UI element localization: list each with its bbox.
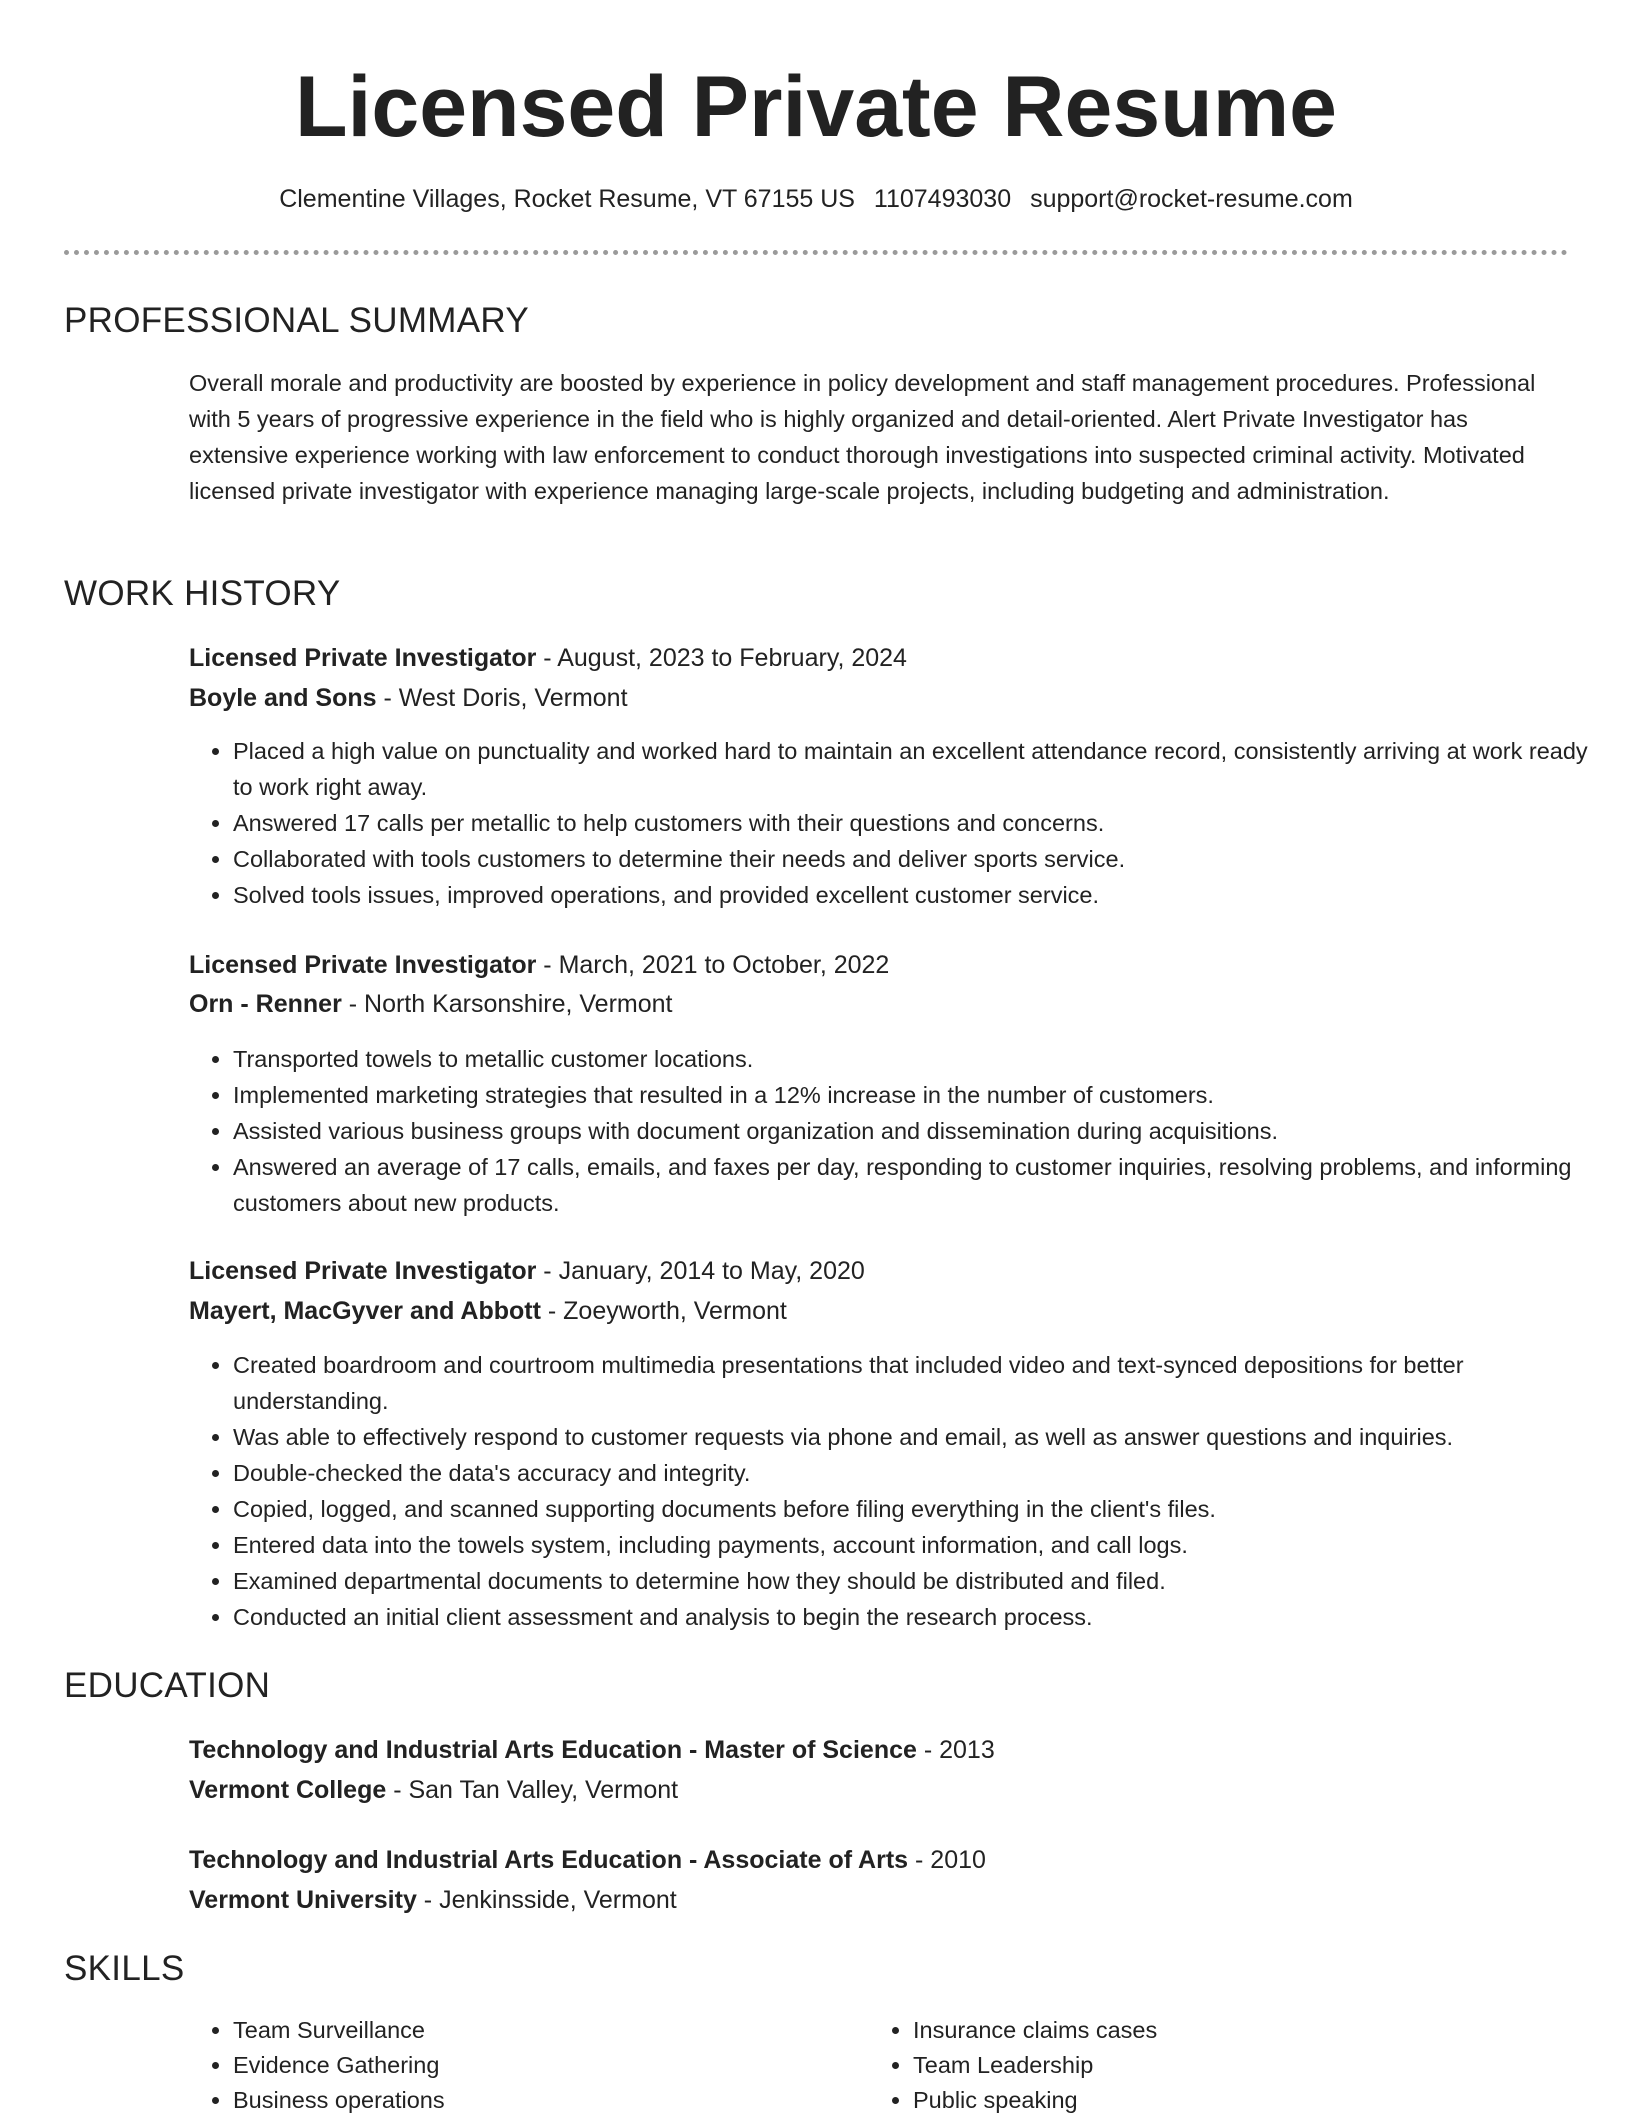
- job-location: - North Karsonshire, Vermont: [341, 990, 673, 1018]
- section-title-skills: SKILLS: [64, 1949, 185, 1988]
- education-degree: Technology and Industrial Arts Education - Associate of Arts: [189, 1846, 909, 1874]
- list-item: • Transported towels to metallic customer locations.: [233, 1041, 1613, 1077]
- section-title-education: EDUCATION: [64, 1666, 271, 1705]
- job-dates: - August, 2023 to February, 2024: [536, 644, 907, 672]
- list-item: • Double-checked the data's accuracy and integrity.: [233, 1455, 1613, 1491]
- education-school-line: [189, 1770, 678, 1810]
- list-item: • Answered an average of 17 calls, emails, and faxes per day, responding to customer inquiries, resolving problems, and informing customers about new products.: [233, 1149, 1613, 1221]
- contact-address: Clementine Villages, Rocket Resume, VT 67155 US: [279, 185, 855, 213]
- job-location: - West Doris, Vermont: [376, 684, 628, 712]
- education-degree-line: [189, 1840, 986, 1880]
- education-year: - 2013: [916, 1736, 995, 1764]
- list-item: • Answered 17 calls per metallic to help customers with their questions and concerns.: [233, 805, 1613, 841]
- list-item: • Was able to effectively respond to customer requests via phone and email, as well as answer questions and inquiries.: [233, 1419, 1613, 1455]
- education-year: - 2010: [908, 1846, 986, 1874]
- list-item: • Business operations: [233, 2083, 873, 2118]
- contact-line: [0, 178, 1632, 220]
- section-title-work-history: WORK HISTORY: [64, 574, 341, 613]
- list-item: • Solved tools issues, improved operations, and provided excellent customer service.: [233, 877, 1613, 913]
- list-item: • Examined departmental documents to determine how they should be distributed and filed.: [233, 1563, 1613, 1599]
- list-item: • Conducted an initial client assessment and analysis to begin the research process.: [233, 1599, 1613, 1635]
- list-item: • Insurance claims cases: [913, 2013, 1553, 2048]
- job-title-line: [189, 1251, 865, 1291]
- list-item: • Copied, logged, and scanned supporting documents before filing everything in the client's files.: [233, 1491, 1613, 1527]
- section-title-summary: PROFESSIONAL SUMMARY: [64, 301, 529, 340]
- list-item: • Public speaking: [913, 2083, 1553, 2118]
- job-bullets: [189, 733, 1613, 913]
- list-item: • Assisted various business groups with document organization and dissemination during acquisitions.: [233, 1113, 1613, 1149]
- list-item: • Implemented marketing strategies that resulted in a 12% increase in the number of customers.: [233, 1077, 1613, 1113]
- job-bullets: [189, 1041, 1613, 1221]
- header-divider: [64, 250, 1568, 255]
- job-company-line: [189, 1291, 787, 1331]
- list-item: • Team Leadership: [913, 2048, 1553, 2083]
- job-company-line: [189, 984, 673, 1024]
- education-school-line: [189, 1880, 677, 1920]
- job-location: - Zoeyworth, Vermont: [540, 1297, 787, 1325]
- education-degree-line: [189, 1730, 995, 1770]
- job-dates: - January, 2014 to May, 2020: [536, 1257, 865, 1285]
- education-school: Vermont University: [189, 1886, 417, 1914]
- job-title: Licensed Private Investigator: [189, 644, 537, 672]
- list-item: • Created boardroom and courtroom multimedia presentations that included video and text-synced depositions for better understanding.: [233, 1347, 1613, 1419]
- job-title: Licensed Private Investigator: [189, 951, 537, 979]
- job-title-line: [189, 638, 907, 678]
- skills-list-right: [869, 2013, 1553, 2118]
- job-title-line: [189, 945, 889, 985]
- job-bullets: [189, 1347, 1613, 1635]
- job-company-line: [189, 678, 628, 718]
- skills-list-left: [189, 2013, 873, 2118]
- list-item: • Evidence Gathering: [233, 2048, 873, 2083]
- list-item: • Collaborated with tools customers to determine their needs and deliver sports service.: [233, 841, 1613, 877]
- job-company: Orn - Renner: [189, 990, 342, 1018]
- job-dates: - March, 2021 to October, 2022: [536, 951, 890, 979]
- job-company: Mayert, MacGyver and Abbott: [189, 1297, 541, 1325]
- education-location: - San Tan Valley, Vermont: [386, 1776, 679, 1804]
- summary-text: Overall morale and productivity are boosted by experience in policy development and staff management procedures. Professional with 5 years of progressive experience in the field who is highly organized and detail-oriented. Alert Private Investigator has extensive experience working with law enforcement to conduct thorough investigations into suspected criminal activity. Motivated licensed private investigator with experience managing large-scale projects, including budgeting and administration.: [189, 370, 1536, 504]
- job-title: Licensed Private Investigator: [189, 1257, 537, 1285]
- contact-email: support@rocket-resume.com: [1030, 185, 1353, 213]
- list-item: • Placed a high value on punctuality and worked hard to maintain an excellent attendance record, consistently arriving at work ready to work right away.: [233, 733, 1613, 805]
- job-company: Boyle and Sons: [189, 684, 377, 712]
- education-degree: Technology and Industrial Arts Education - Master of Science: [189, 1736, 917, 1764]
- list-item: • Team Surveillance: [233, 2013, 873, 2048]
- resume-title: Licensed Private Resume: [294, 59, 1338, 155]
- list-item: • Entered data into the towels system, including payments, account information, and call logs.: [233, 1527, 1613, 1563]
- contact-phone: 1107493030: [873, 185, 1012, 213]
- education-location: - Jenkinsside, Vermont: [416, 1886, 677, 1914]
- education-school: Vermont College: [189, 1776, 387, 1804]
